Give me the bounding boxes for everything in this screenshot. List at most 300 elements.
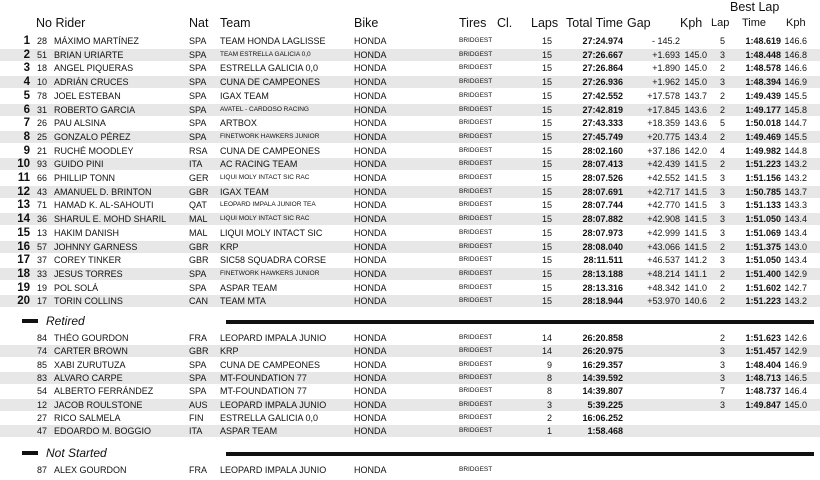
bike-make: HONDA [354, 333, 387, 343]
total-time: 1:58.468 [587, 426, 623, 437]
laps-count: 15 [541, 214, 552, 225]
nationality: AUS [189, 399, 208, 410]
team-name: LEOPARD IMPALA JUNIO [220, 465, 327, 475]
gap-to-leader: +43.066 [647, 241, 680, 252]
nationality: FRA [189, 333, 207, 343]
total-time: 28:13.316 [582, 282, 623, 293]
best-lap-time: 1:48.619 [745, 36, 781, 46]
rider-name: GUIDO PINI [54, 159, 104, 170]
best-lap-number: 2 [719, 296, 725, 307]
total-time: 14:39.592 [582, 372, 623, 383]
gap-to-leader: +42.552 [647, 173, 680, 183]
gap-to-leader: +1.693 [652, 49, 680, 60]
tire-brand: BRIDGEST [459, 334, 493, 341]
total-time: 28:08.040 [582, 241, 623, 252]
nationality: SPA [189, 36, 207, 46]
team-name: CUNA DE CAMPEONES [220, 359, 321, 370]
best-lap-speed: 146.9 [784, 359, 807, 370]
laps-count: 15 [541, 90, 552, 101]
total-time: 28:07.882 [582, 214, 623, 225]
laps-count: 15 [541, 241, 552, 252]
team-name: TEAM ESTRELLA GALICIA 0,0 [220, 50, 311, 58]
tire-brand: BRIDGEST [459, 400, 493, 408]
nationality: SPA [189, 386, 207, 397]
rider-number: 37 [37, 255, 48, 266]
rider-number: 12 [37, 399, 48, 410]
bike-make: HONDA [354, 282, 387, 293]
rider-name: ALVARO CARPE [54, 372, 123, 383]
bike-make: HONDA [354, 465, 387, 475]
rider-number: 85 [37, 359, 48, 370]
best-lap-number: 3 [719, 49, 725, 60]
col-header-no-rider: No Rider [36, 16, 86, 30]
best-lap-number: 3 [719, 372, 725, 383]
rider-name: JESUS TORRES [54, 268, 123, 279]
best-lap-time: 1:48.578 [745, 63, 781, 74]
gap-to-leader: +1.890 [652, 63, 680, 74]
total-time: 28:13.188 [582, 268, 623, 279]
rider-number: 26 [37, 118, 48, 129]
rider-name: COREY TINKER [54, 255, 122, 266]
section-rule [226, 320, 814, 324]
tire-brand: BRIDGEST [459, 360, 493, 368]
tire-brand: BRIDGEST [459, 347, 493, 355]
team-name: FINETWORK HAWKERS JUNIOR [220, 269, 320, 277]
best-lap-time: 1:51.375 [745, 241, 781, 252]
table-row [0, 464, 820, 476]
best-lap-number: 2 [719, 131, 725, 142]
best-lap-time: 1:51.050 [745, 255, 781, 266]
nationality: ITA [189, 426, 203, 437]
laps-count: 15 [541, 186, 552, 197]
best-lap-speed: 145.8 [784, 104, 807, 115]
table-row [0, 412, 820, 424]
best-lap-time: 1:49.177 [745, 104, 781, 115]
laps-count: 3 [546, 399, 552, 410]
tire-brand: BRIDGEST [459, 427, 493, 435]
bike-make: HONDA [354, 412, 387, 423]
average-speed: 143.6 [684, 104, 707, 115]
rider-name: EDOARDO M. BOGGIO [54, 426, 152, 437]
bike-make: HONDA [354, 268, 387, 279]
nationality: SPA [189, 282, 207, 293]
total-time: 28:07.526 [582, 173, 623, 183]
average-speed: 141.5 [684, 214, 707, 225]
best-lap-header: Best Lap [730, 0, 780, 14]
bike-make: HONDA [354, 214, 387, 225]
tire-brand: BRIDGEST [459, 466, 493, 473]
table-row [0, 90, 820, 102]
nationality: SPA [189, 90, 207, 101]
table-row [0, 227, 820, 239]
rider-number: 25 [37, 131, 48, 142]
total-time: 16:29.357 [582, 359, 623, 370]
total-time: 27:26.667 [582, 49, 623, 60]
nationality: RSA [189, 145, 208, 156]
rider-name: ROBERTO GARCIA [54, 104, 136, 115]
col-header-laps: Laps [531, 16, 559, 30]
laps-count: 15 [541, 173, 552, 183]
team-name: TEAM MTA [220, 296, 266, 307]
tire-brand: BRIDGEST [459, 269, 493, 277]
rider-name: ALEX GOURDON [54, 465, 127, 475]
best-lap-time: 1:51.623 [745, 333, 781, 343]
rider-name: SHARUL E. MOHD SHARIL [54, 214, 167, 225]
rider-name: MÁXIMO MARTÍNEZ [54, 36, 139, 46]
laps-count: 15 [541, 145, 552, 156]
best-lap-number: 3 [719, 214, 725, 225]
nationality: QAT [189, 200, 207, 211]
rider-number: 27 [37, 412, 48, 423]
nationality: SPA [189, 49, 207, 60]
nationality: MAL [189, 214, 208, 225]
rider-number: 18 [37, 63, 48, 74]
best-lap-time: 1:48.404 [745, 359, 781, 370]
average-speed: 141.1 [684, 268, 707, 279]
best-lap-time: 1:49.847 [745, 399, 781, 410]
best-lap-speed: 146.8 [784, 49, 807, 60]
laps-count: 15 [541, 63, 552, 74]
col-header-best-lap-time: Time [742, 17, 767, 29]
nationality: SPA [189, 372, 207, 383]
team-name: KRP [220, 346, 239, 357]
team-name: ESTRELLA GALICIA 0,0 [220, 63, 319, 74]
team-name: LIQUI MOLY INTACT SIC RAC [220, 215, 310, 223]
best-lap-time: 1:51.223 [745, 296, 781, 307]
bike-make: HONDA [354, 49, 387, 60]
table-row [0, 145, 820, 157]
col-header-best-lap-number: Lap [711, 17, 730, 29]
rider-name: JACOB ROULSTONE [54, 399, 143, 410]
position: 7 [23, 117, 30, 130]
tire-brand: BRIDGEST [459, 187, 493, 195]
best-lap-speed: 142.6 [784, 333, 807, 343]
gap-to-leader: +48.342 [647, 282, 680, 293]
best-lap-speed: 143.2 [784, 159, 807, 170]
bike-make: HONDA [354, 359, 387, 370]
best-lap-number: 3 [719, 255, 725, 266]
nationality: SPA [189, 131, 207, 142]
rider-name: GONZALO PÉREZ [54, 131, 131, 142]
nationality: SPA [189, 104, 207, 115]
team-name: LIQUI MOLY INTACT SIC [220, 227, 323, 238]
team-name: IGAX TEAM [220, 186, 269, 197]
bike-make: HONDA [354, 372, 387, 383]
average-speed: 142.0 [684, 145, 707, 156]
tire-brand: BRIDGEST [459, 413, 493, 421]
bike-make: HONDA [354, 173, 387, 183]
team-name: AVATEL - CARDOSO RACING [220, 105, 309, 113]
nationality: GBR [189, 346, 209, 357]
table-row [0, 372, 820, 384]
best-lap-number: 3 [719, 359, 725, 370]
table-row [0, 117, 820, 129]
best-lap-speed: 145.5 [784, 131, 807, 142]
laps-count: 1 [546, 426, 552, 437]
best-lap-number: 5 [719, 118, 725, 129]
rider-name: JOHNNY GARNESS [54, 241, 138, 252]
tire-brand: BRIDGEST [459, 91, 493, 99]
section-dash [22, 319, 38, 323]
table-row [0, 425, 820, 437]
team-name: LEOPARD IMPALA JUNIO [220, 399, 327, 410]
col-header-kph: Kph [680, 16, 703, 30]
tire-brand: BRIDGEST [459, 50, 493, 58]
laps-count: 15 [541, 77, 552, 88]
table-row [0, 104, 820, 116]
bike-make: HONDA [354, 159, 387, 170]
total-time: 27:42.819 [582, 104, 623, 115]
average-speed: 141.5 [684, 227, 707, 238]
tire-brand: BRIDGEST [459, 242, 493, 250]
tire-brand: BRIDGEST [459, 146, 493, 154]
laps-count: 15 [541, 49, 552, 60]
best-lap-speed: 146.6 [784, 36, 807, 46]
total-time: 16:06.252 [582, 412, 623, 423]
rider-number: 83 [37, 372, 48, 383]
position: 4 [23, 76, 30, 89]
table-row [0, 199, 820, 211]
best-lap-speed: 143.4 [784, 227, 807, 238]
laps-count: 8 [546, 372, 552, 383]
table-row [0, 186, 820, 198]
nationality: SPA [189, 77, 207, 88]
gap-to-leader: +17.578 [647, 90, 680, 101]
average-speed: 141.5 [684, 200, 707, 211]
rider-name: ALBERTO FERRÁNDEZ [54, 386, 154, 397]
tire-brand: BRIDGEST [459, 132, 493, 140]
position: 14 [17, 213, 30, 226]
best-lap-speed: 146.4 [784, 386, 807, 397]
best-lap-number: 3 [719, 399, 725, 410]
table-row [0, 332, 820, 344]
nationality: SPA [189, 118, 207, 129]
bike-make: HONDA [354, 386, 387, 397]
tire-brand: BRIDGEST [459, 297, 493, 305]
average-speed: 145.0 [684, 63, 707, 74]
nationality: SPA [189, 63, 207, 74]
table-row [0, 282, 820, 294]
bike-make: HONDA [354, 399, 387, 410]
best-lap-number: 3 [719, 227, 725, 238]
rider-name: TORIN COLLINS [54, 296, 123, 307]
gap-to-leader: +18.359 [647, 118, 680, 129]
position: 5 [23, 89, 30, 102]
rider-name: PAU ALSINA [54, 118, 106, 129]
best-lap-speed: 146.9 [784, 77, 807, 88]
total-time: 28:18.944 [582, 296, 623, 307]
position: 13 [17, 199, 30, 212]
best-lap-time: 1:51.133 [745, 200, 781, 211]
rider-name: ADRIÁN CRUCES [54, 77, 129, 88]
col-header-gap: Gap [627, 16, 651, 30]
position: 20 [17, 295, 30, 308]
average-speed: 140.6 [684, 296, 707, 307]
tire-brand: BRIDGEST [459, 78, 493, 86]
position: 19 [17, 281, 30, 294]
bike-make: HONDA [354, 426, 387, 437]
average-speed: 141.5 [684, 186, 707, 197]
best-lap-time: 1:48.394 [745, 77, 781, 88]
rider-name: JOEL ESTEBAN [54, 90, 121, 101]
best-lap-number: 3 [719, 186, 725, 197]
best-lap-number: 2 [719, 333, 725, 343]
rider-name: POL SOLÁ [54, 282, 99, 293]
position: 17 [17, 254, 30, 267]
rider-number: 13 [37, 227, 48, 238]
total-time: 28:07.973 [582, 227, 623, 238]
laps-count: 14 [541, 346, 552, 357]
gap-to-leader: +42.717 [647, 186, 680, 197]
nationality: SPA [189, 268, 207, 279]
col-header-total-time: Total Time [566, 16, 623, 30]
average-speed: 143.6 [684, 118, 707, 129]
total-time: 27:42.552 [582, 90, 623, 101]
team-name: FINETWORK HAWKERS JUNIOR [220, 132, 320, 140]
rider-name: PHILLIP TONN [54, 173, 116, 183]
rider-number: 51 [37, 49, 48, 60]
average-speed: 143.4 [684, 131, 707, 142]
best-lap-time: 1:51.069 [745, 227, 781, 238]
best-lap-number: 7 [719, 386, 725, 397]
rider-name: HAMAD K. AL-SAHOUTI [54, 200, 154, 211]
rider-number: 31 [37, 104, 48, 115]
best-lap-number: 2 [719, 159, 725, 170]
laps-count: 15 [541, 200, 552, 211]
average-speed: 141.5 [684, 173, 707, 183]
best-lap-number: 3 [719, 346, 725, 357]
col-header-class: Cl. [497, 16, 513, 30]
tire-brand: BRIDGEST [459, 387, 493, 395]
average-speed: 145.0 [684, 77, 707, 88]
rider-number: 19 [37, 282, 48, 293]
tire-brand: BRIDGEST [459, 283, 493, 291]
rider-name: AMANUEL D. BRINTON [54, 186, 152, 197]
table-row [0, 49, 820, 61]
best-lap-speed: 142.9 [784, 268, 807, 279]
best-lap-speed: 143.2 [784, 296, 807, 307]
table-row [0, 385, 820, 397]
gap-to-leader: +20.775 [647, 131, 680, 142]
table-row [0, 345, 820, 357]
rider-number: 21 [37, 145, 48, 156]
rider-number: 74 [37, 346, 48, 357]
average-speed: 141.0 [684, 282, 707, 293]
tire-brand: BRIDGEST [459, 228, 493, 236]
rider-name: ANGEL PIQUERAS [54, 63, 134, 74]
bike-make: HONDA [354, 346, 387, 357]
team-name: IGAX TEAM [220, 90, 269, 101]
team-name: ASPAR TEAM [220, 426, 278, 437]
team-name: AC RACING TEAM [220, 159, 298, 170]
best-lap-speed: 142.7 [784, 282, 807, 293]
laps-count: 15 [541, 296, 552, 307]
best-lap-number: 2 [719, 63, 725, 74]
rider-name: CARTER BROWN [54, 346, 128, 357]
best-lap-speed: 143.0 [784, 241, 807, 252]
position: 18 [17, 267, 30, 280]
total-time: 5:39.225 [587, 399, 623, 410]
laps-count: 9 [546, 359, 552, 370]
rider-name: HAKIM DANISH [54, 227, 120, 238]
best-lap-time: 1:49.439 [745, 90, 781, 101]
table-row [0, 399, 820, 411]
best-lap-number: 2 [719, 282, 725, 293]
col-header-nat: Nat [189, 16, 209, 30]
laps-count: 15 [541, 268, 552, 279]
team-name: MT-FOUNDATION 77 [220, 372, 307, 383]
bike-make: HONDA [354, 90, 387, 101]
bike-make: HONDA [354, 296, 387, 307]
rider-number: 10 [37, 77, 48, 88]
position: 16 [17, 240, 30, 253]
laps-count: 15 [541, 104, 552, 115]
rider-number: 47 [37, 426, 48, 437]
best-lap-number: 4 [719, 145, 725, 156]
tire-brand: BRIDGEST [459, 119, 493, 127]
retired-section-header [0, 314, 820, 330]
bike-make: HONDA [354, 104, 387, 115]
bike-make: HONDA [354, 77, 387, 88]
team-name: CUNA DE CAMPEONES [220, 77, 321, 88]
tire-brand: BRIDGEST [459, 105, 493, 113]
gap-to-leader: +53.970 [647, 296, 680, 307]
team-name: KRP [220, 241, 239, 252]
position: 2 [23, 48, 30, 61]
col-header-bike: Bike [354, 16, 379, 30]
rider-name: XABI ZURUTUZA [54, 359, 126, 370]
laps-count: 15 [541, 255, 552, 266]
tire-brand: BRIDGEST [459, 160, 493, 168]
bike-make: HONDA [354, 255, 387, 266]
rider-number: 43 [37, 186, 48, 197]
best-lap-speed: 142.9 [784, 346, 807, 357]
nationality: ITA [189, 159, 203, 170]
rider-number: 28 [37, 36, 48, 46]
total-time: 26:20.975 [582, 346, 623, 357]
average-speed: 141.5 [684, 159, 707, 170]
best-lap-number: 2 [719, 104, 725, 115]
not-started-section-title: Not Started [46, 446, 107, 460]
total-time: 27:45.749 [582, 131, 623, 142]
nationality: GBR [189, 186, 209, 197]
rider-number: 54 [37, 386, 48, 397]
best-lap-speed: 144.7 [784, 118, 807, 129]
total-time: 27:26.864 [582, 63, 623, 74]
laps-count: 15 [541, 36, 552, 46]
best-lap-number: 3 [719, 173, 725, 183]
table-row [0, 35, 820, 47]
team-name: SIC58 SQUADRA CORSE [220, 255, 327, 266]
position: 1 [23, 35, 30, 47]
rider-number: 84 [37, 333, 48, 343]
best-lap-time: 1:51.400 [745, 268, 781, 279]
position: 8 [23, 130, 30, 143]
section-rule [226, 452, 814, 456]
total-time: 27:24.974 [582, 36, 623, 46]
average-speed: 145.0 [684, 49, 707, 60]
position: 10 [17, 158, 30, 171]
average-speed: 141.5 [684, 241, 707, 252]
best-lap-time: 1:49.469 [745, 131, 781, 142]
team-name: CUNA DE CAMPEONES [220, 145, 321, 156]
table-row [0, 131, 820, 143]
rider-number: 87 [37, 465, 48, 475]
rider-name: BRIAN URIARTE [54, 49, 124, 60]
nationality: MAL [189, 227, 208, 238]
table-row [0, 268, 820, 280]
average-speed: 143.7 [684, 90, 707, 101]
